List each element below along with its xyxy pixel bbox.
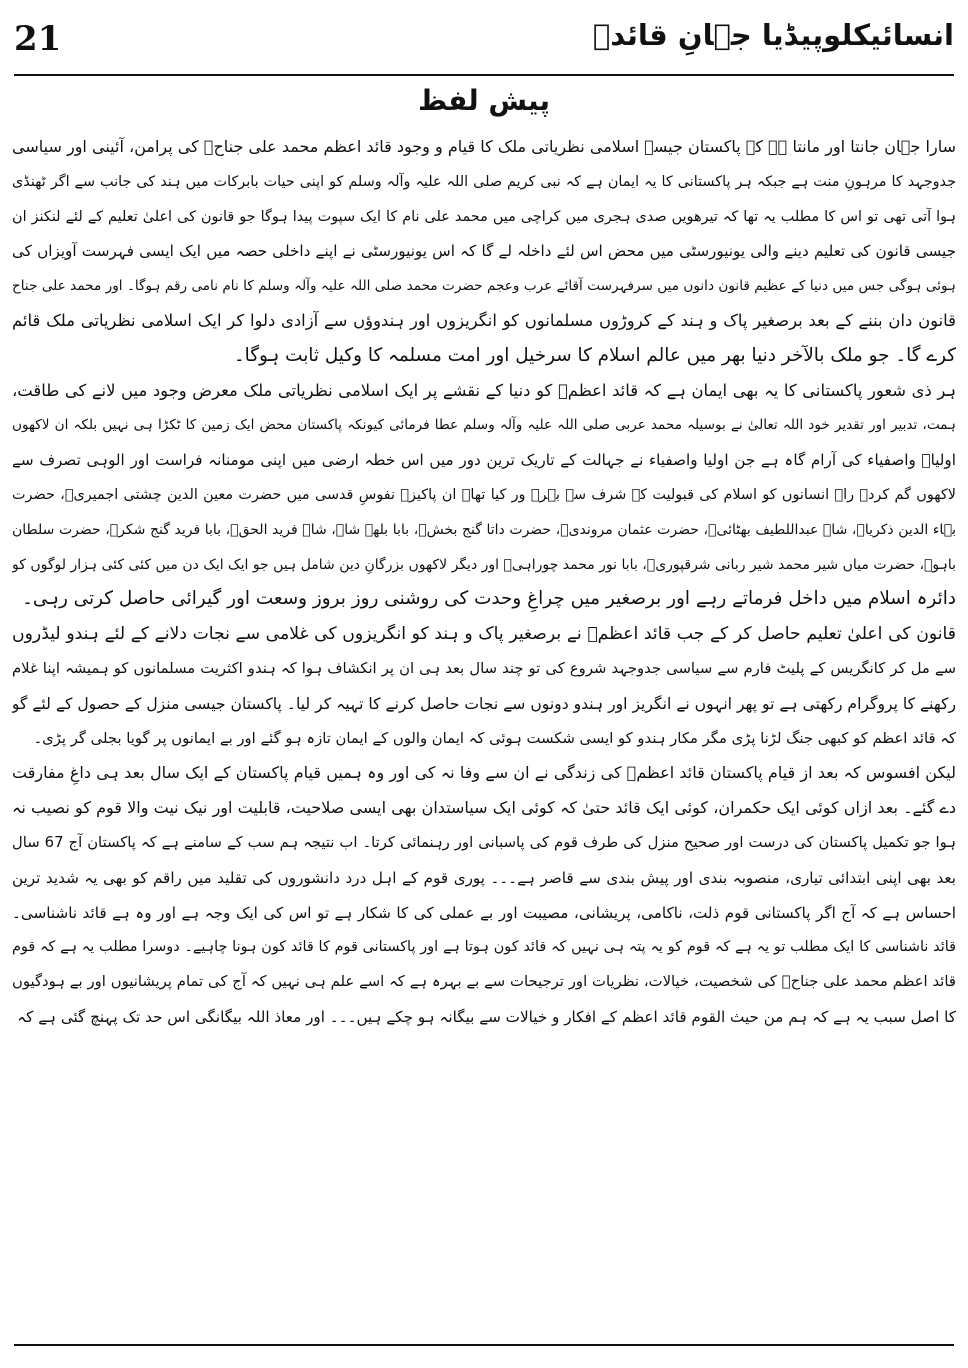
paragraph bbox=[12, 130, 956, 374]
text-line: ہمت، تدبیر اور تقدیر خود اللہ تعالیٰ نے بوسیلہ محمد عربی صلی اللہ علیہ وآلہ وسلم عطا فرمائی کیونکہ پاکستان محض ایک زمین کا ٹکڑا ہی نہیں بلکہ ان لاکھوں bbox=[12, 417, 956, 434]
text-line: دے گئے۔ بعد ازاں کوئی ایک حکمران، کوئی ایک قائد حتیٰ کہ کوئی ایک سیاستدان بھی ایسی صلاحیت، قابلیت اور نیک نیت والا قوم کو نصیب نہ bbox=[12, 798, 956, 818]
text-line: ہوا جو تکمیل پاکستان کی درست اور صحیح منزل کی طرف قوم کی پاسبانی اور رہنمائی کرتا۔ اب نتیجہ ہم سب کے سامنے ہے کہ پاکستان آج 67 سال bbox=[12, 833, 956, 851]
text-line: اولیاؒ واصفیاء کی آرام گاہ ہے جن اولیا واصفیاء نے جہالت کے تاریک ترین دور میں اس خطہ ارضی میں اپنی مومنانہ فراست اور الوہی تصرف سے bbox=[12, 451, 956, 470]
text-line: قانون کی اعلیٰ تعلیم حاصل کر کے جب قائد اعظمؒ نے برصغیر پاک و ہند کو انگریزوں کی غلامی سے نجات دلانے کے لئے ہندو لیڈروں bbox=[12, 624, 956, 645]
text-line: لیکن افسوس کہ بعد از قیام پاکستان قائد اعظمؒ کی زندگی نے ان سے وفا نہ کی اور وہ ہمیں قیام پاکستان کے ایک سال بعد ہی داغِ مفارقت bbox=[12, 763, 956, 783]
footer-rule bbox=[14, 1344, 954, 1346]
header-rule bbox=[14, 74, 954, 76]
text-line: جیسی قانون کی تعلیم دینے والی یونیورسٹی میں محض اس لئے داخلہ لے گا کہ اس یونیورسٹی نے اپنے داخلی حصہ میں ایک ایسی فہرست آویزاں کی bbox=[12, 242, 956, 261]
paragraph bbox=[12, 374, 956, 618]
text-line: ہوئی ہوگی جس میں دنیا کے عظیم قانون دانوں میں سرفہرست آقائے عرب وعجم حضرت محمد صلی اللہ علیہ وآلہ وسلم کا نام نامی رقم ہوگا۔ اور محمد علی جناح bbox=[12, 278, 956, 295]
text-line: رکھنے کا پروگرام رکھتی ہے تو پھر انہوں نے انگریز اور ہندو دونوں سے نجات حاصل کرنے کا تہیہ کر لیا۔ پاکستان جیسی منزل کے حصول کے لئے گو bbox=[12, 694, 956, 713]
page-header bbox=[14, 14, 954, 72]
text-line: لاکھوں گم کردہ راہ انسانوں کو اسلام کی قبولیت کے شرف سے بہرہ ور کیا تھا۔ ان پاکیزہ نفوسِ قدسی میں حضرت معین الدین چشتی اجمیریؒ، حضرت bbox=[12, 486, 956, 503]
text-line: ہر ذی شعور پاکستانی کا یہ بھی ایمان ہے کہ قائد اعظمؒ کو دنیا کے نقشے پر ایک اسلامی نظریاتی ملک معرض وجود میں لانے کی طاقت، bbox=[12, 380, 956, 400]
text-line: ہوا آتی تھی تو اس کا مطلب یہ تھا کہ تیرھویں صدی ہجری میں کراچی میں محمد علی نام کا ایک سپوت پیدا ہوگا جو قانون کی اعلیٰ تعلیم کے لئے لنکنز ان bbox=[12, 208, 956, 225]
text-line: احساس ہے کہ آج اگر پاکستانی قوم ذلت، ناکامی، پریشانی، مصیبت اور بے عملی کی کا شکار ہے تو اس کی ایک وجہ ہے اور وہ ہے قائد ناشناسی۔ bbox=[12, 903, 956, 922]
text-line: سے مل کر کانگریس کے پلیٹ فارم سے سیاسی جدوجہد شروع کی تو چند سال بعد ہی ان پر انکشاف ہوا کہ ہندو اکثریت مسلمانوں کو ہمیشہ اپنا غلام bbox=[12, 659, 956, 677]
text-line: جدوجہد کا مرہونِ منت ہے جبکہ ہر پاکستانی کا یہ ایمان ہے کہ نبی کریم صلی اللہ علیہ وآلہ وسلم کو اپنی حیات بابرکات میں ہند کی جانب سے اگر ٹھنڈی bbox=[12, 173, 956, 190]
text-line: باہوؒ، حضرت میاں شیر محمد شیر ربانی شرقپوریؒ، بابا نور محمد چوراہیؒ اور دیگر لاکھوں بزرگانِ دین شامل ہیں جو ایک ایک دن میں کئی کئی ہزار لوگوں کو bbox=[12, 556, 956, 573]
paragraph bbox=[12, 756, 956, 1034]
text-line: قائد اعظم محمد علی جناحؒ کی شخصیت، خیالات، نظریات اور ترجیحات سے بے بہرہ ہے کہ اسے علم ہی نہیں کہ آج کی تمام پریشانیوں اور بے ہودگیوں bbox=[12, 973, 956, 991]
text-line: بعد بھی اپنی ابتدائی تیاری، منصوبہ بندی اور پیش بندی سے قاصر ہے۔۔۔ پوری قوم کے اہل درد دانشوروں کی تقلید میں راقم کو بھی یہ شدید ترین bbox=[12, 868, 956, 887]
text-line: کرے گا۔ جو ملک بالآخر دنیا بھر میں عالم اسلام کا سرخیل اور امت مسلمہ کا وکیل ثابت ہوگا۔ bbox=[233, 344, 956, 366]
paragraph bbox=[12, 617, 956, 756]
text-line: سارا جہان جانتا اور مانتا ہے کہ پاکستان جیسے اسلامی نظریاتی ملک کا قیام و وجود قائد اعظم محمد علی جناحؒ کی پرامن، آئینی اور سیاسی bbox=[12, 137, 956, 156]
text-line: بہاء الدین ذکریاؒ، شاہ عبداللطیف بھٹائیؒ، حضرت عثمان مروندیؒ، حضرت داتا گنج بخشؒ، بابا بلھے شاہ، شاہ فرید الحقؒ، بابا فرید گنج شکرؒ، حضرت سلطان bbox=[12, 521, 956, 538]
text-line: دائرہ اسلام میں داخل فرماتے رہے اور برصغیر میں چراغِ وحدت کی روشنی روز بروز وسعت اور گیرائی حاصل کرتی رہی۔ bbox=[22, 588, 956, 610]
text-line: کا اصل سبب یہ ہے کہ ہم من حیث القوم قائد اعظم کے افکار و خیالات سے بیگانہ ہو چکے ہیں۔۔۔ اور معاذ اللہ بیگانگی اس حد تک پہنچ گئی ہے کہ bbox=[17, 1007, 956, 1026]
text-line: قانون دان بننے کے بعد برصغیر پاک و ہند کے کروڑوں مسلمانوں کو انگریزوں اور ہندوؤں سے آزادی دلوا کر ایک اسلامی نظریاتی ملک قائم bbox=[12, 310, 956, 330]
body-text bbox=[12, 130, 956, 1335]
text-line: قائد ناشناسی کا ایک مطلب تو یہ ہے کہ قوم کو یہ پتہ ہی نہیں کہ قائد کون ہوتا ہے اور پاکستانی قوم کا قائد کون ہونا چاہیے۔ دوسرا مطلب یہ ہے کہ قوم bbox=[12, 939, 956, 956]
running-title: انسائیکلوپیڈیا جہانِ قائدؒ bbox=[592, 18, 954, 52]
text-line: کہ قائد اعظم کو کبھی جنگ لڑنا پڑی مگر مکار ہندو کو ایسی شکست ہوئی کہ ایمان والوں کے ایمان تازہ ہو گئے اور بے ایمانوں پر گویا بجلی گر پڑی۔ bbox=[33, 729, 956, 747]
section-title: پیش لفظ bbox=[418, 84, 550, 117]
page-number: 21 bbox=[14, 19, 62, 59]
